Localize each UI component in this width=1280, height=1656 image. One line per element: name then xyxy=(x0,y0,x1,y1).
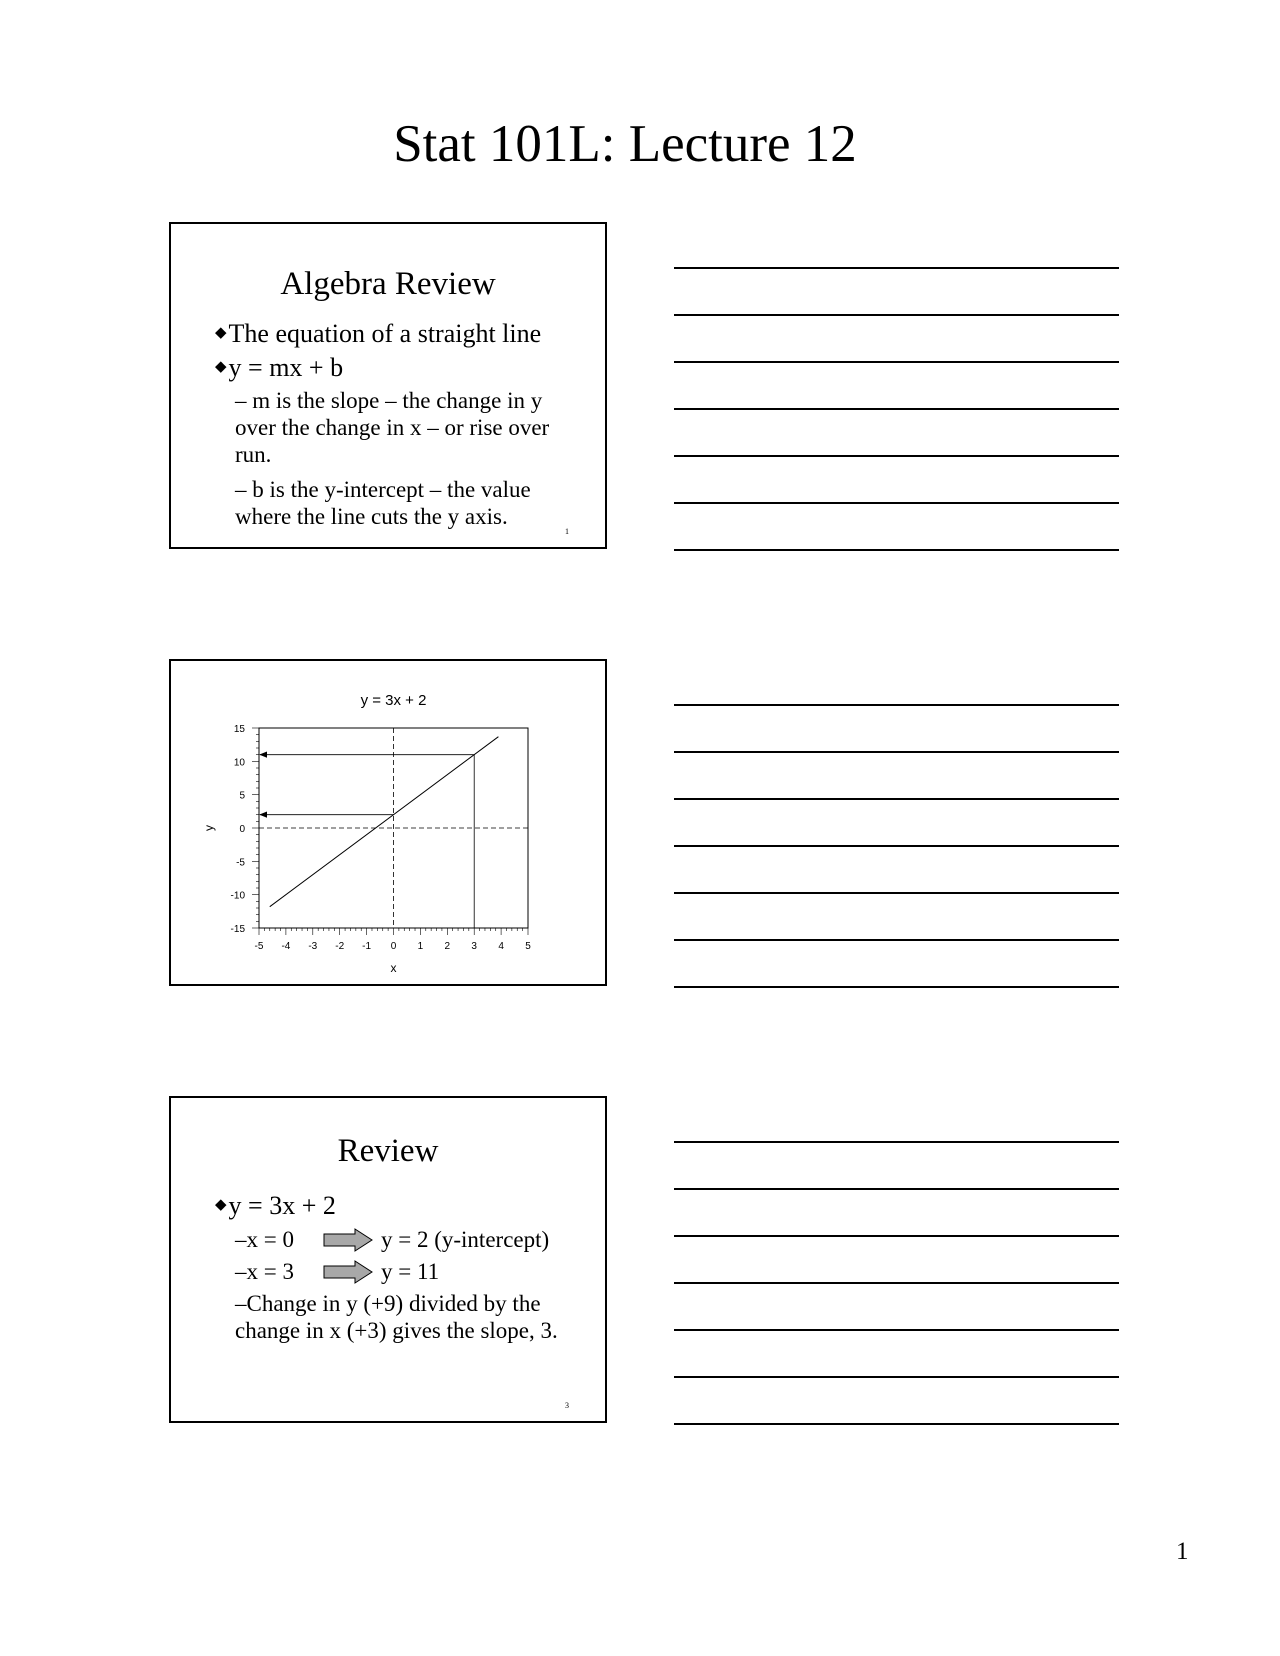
note-line xyxy=(674,1188,1119,1190)
note-line xyxy=(674,845,1119,847)
sub-bullet: – b is the y-intercept – the value where the line cuts the y axis. xyxy=(235,477,531,529)
x-tick-label: -4 xyxy=(281,941,291,952)
y-tick-label: 5 xyxy=(239,790,245,802)
diamond-bullet-icon: ◆ xyxy=(215,325,227,341)
y-axis-label: y xyxy=(202,825,216,831)
bullet-item: ◆y = 3x + 2 xyxy=(215,1191,336,1220)
x-tick-label: 2 xyxy=(444,941,451,952)
y-tick-label: -10 xyxy=(230,890,245,902)
slide-number: 1 xyxy=(565,527,569,536)
note-line xyxy=(674,892,1119,894)
note-line xyxy=(674,549,1119,551)
x-tick-label: -5 xyxy=(254,941,264,952)
note-line xyxy=(674,267,1119,269)
right-arrow-icon xyxy=(323,1228,373,1252)
note-line xyxy=(674,704,1119,706)
slide-title: Review xyxy=(337,1133,439,1169)
slide-chart xyxy=(169,659,607,986)
line-chart xyxy=(171,661,605,984)
x-tick-label: -1 xyxy=(362,941,372,952)
x-tick-label: -2 xyxy=(335,941,345,952)
x-tick-label: 0 xyxy=(390,941,397,952)
note-lines xyxy=(674,267,1119,596)
slide-algebra-review xyxy=(169,222,607,549)
x-tick-label: 4 xyxy=(498,941,504,952)
y-tick-label: -5 xyxy=(236,857,245,869)
slide-title: Algebra Review xyxy=(280,266,496,302)
bullet-item: ◆The equation of a straight line xyxy=(215,319,542,348)
sub-bullet: –Change in y (+9) divided by the change in x (+3) gives the slope, 3. xyxy=(235,1291,558,1343)
x-tick-label: 3 xyxy=(471,941,477,952)
chart-title: y = 3x + 2 xyxy=(360,692,427,709)
slide-review xyxy=(169,1096,607,1423)
sub-bullet: – m is the slope – the change in y over the change in x – or rise over run. xyxy=(235,388,550,467)
note-line xyxy=(674,751,1119,753)
note-line xyxy=(674,939,1119,941)
note-line xyxy=(674,314,1119,316)
y-tick-label: 0 xyxy=(239,824,245,835)
note-line xyxy=(674,798,1119,800)
page-number: 1 xyxy=(1176,1538,1189,1565)
note-line xyxy=(674,1329,1119,1331)
diamond-bullet-icon: ◆ xyxy=(215,1197,227,1213)
note-lines xyxy=(674,1141,1119,1470)
note-line xyxy=(674,1423,1119,1425)
bullet-item: ◆y = mx + b xyxy=(215,353,344,382)
mapping-row: –x = 3 y = 11 xyxy=(235,1259,440,1284)
x-tick-label: 5 xyxy=(525,941,531,952)
note-line xyxy=(674,502,1119,504)
diamond-bullet-icon: ◆ xyxy=(215,359,227,375)
y-tick-label: 15 xyxy=(233,724,245,735)
x-tick-label: -3 xyxy=(308,941,318,952)
y-tick-label: -15 xyxy=(230,924,245,935)
x-axis-label: x xyxy=(390,961,397,975)
note-lines xyxy=(674,704,1119,1033)
note-line xyxy=(674,986,1119,988)
note-line xyxy=(674,1376,1119,1378)
note-line xyxy=(674,408,1119,410)
note-line xyxy=(674,1282,1119,1284)
note-line xyxy=(674,1141,1119,1143)
x-tick-label: 1 xyxy=(417,941,424,952)
y-tick-label: 10 xyxy=(233,757,245,769)
slide-number: 3 xyxy=(565,1401,569,1410)
series-line xyxy=(270,737,499,907)
document-title: Stat 101L: Lecture 12 xyxy=(393,115,857,173)
note-line xyxy=(674,361,1119,363)
note-line xyxy=(674,455,1119,457)
note-line xyxy=(674,1235,1119,1237)
right-arrow-icon xyxy=(323,1260,373,1284)
mapping-row: –x = 0 y = 2 (y-intercept) xyxy=(235,1227,550,1252)
